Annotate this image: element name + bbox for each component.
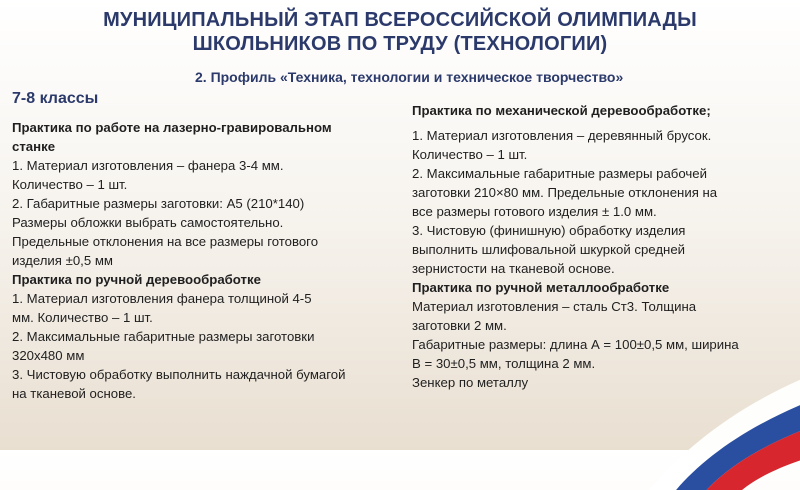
- text-line: Материал изготовления – сталь Ст3. Толщина: [412, 299, 697, 314]
- russian-flag-ribbon-decoration: [580, 290, 800, 490]
- text-line: Размеры обложки выбрать самостоятельно.: [12, 215, 284, 230]
- text-line: заготовки 2 мм.: [412, 318, 507, 333]
- manual-wood-section-heading: Практика по ручной деревообработке: [12, 272, 261, 287]
- text-line: на тканевой основе.: [12, 386, 136, 401]
- laser-section-text: [12, 156, 407, 270]
- title-line-2: ШКОЛЬНИКОВ ПО ТРУДУ (ТЕХНОЛОГИИ): [192, 33, 608, 55]
- text-line: 1. Материал изготовления – фанера 3-4 мм.: [12, 158, 284, 173]
- text-line: 1. Материал изготовления фанера толщиной 4-5: [12, 291, 312, 306]
- page-title: [0, 8, 800, 56]
- manual-metal-section-heading: Практика по ручной металлообработке: [412, 280, 670, 295]
- text-line: Зенкер по металлу: [412, 375, 529, 390]
- laser-heading-line-2: станке: [12, 139, 56, 154]
- text-line: изделия ±0,5 мм: [12, 253, 113, 268]
- mechanical-wood-section-heading: Практика по механической деревообработке;: [412, 103, 711, 118]
- text-line: 2. Максимальные габаритные размеры заготовки: [12, 329, 315, 344]
- text-line: выполнить шлифовальной шкуркой средней: [412, 242, 686, 257]
- title-line-1: МУНИЦИПАЛЬНЫЙ ЭТАП ВСЕРОССИЙСКОЙ ОЛИМПИАДЫ: [103, 9, 697, 31]
- text-line: Количество – 1 шт.: [412, 147, 528, 162]
- laser-section-heading: [12, 118, 407, 156]
- text-line: все размеры готового изделия ± 1.0 мм.: [412, 204, 657, 219]
- text-line: 3. Чистовую обработку выполнить наждачной бумагой: [12, 367, 346, 382]
- text-line: зернистости на тканевой основе.: [412, 261, 615, 276]
- text-line: Габаритные размеры: длина А = 100±0,5 мм, ширина: [412, 337, 739, 352]
- grade-label: 7-8 классы: [12, 90, 99, 107]
- text-line: 2. Максимальные габаритные размеры рабочей: [412, 166, 707, 181]
- text-line: Предельные отклонения на все размеры готового: [12, 234, 319, 249]
- text-line: 3. Чистовую (финишную) обработку изделия: [412, 223, 686, 238]
- text-line: 1. Материал изготовления – деревянный брусок.: [412, 128, 712, 143]
- text-line: 2. Габаритные размеры заготовки: А5 (210*140): [12, 196, 305, 211]
- left-column: [12, 118, 407, 403]
- text-line: 320х480 мм: [12, 348, 85, 363]
- text-line: Количество – 1 шт.: [12, 177, 128, 192]
- text-line: мм. Количество – 1 шт.: [12, 310, 153, 325]
- profile-subtitle: 2. Профиль «Техника, технологии и техническое творчество»: [195, 69, 624, 85]
- manual-wood-section-text: [12, 289, 407, 403]
- mechanical-wood-section-text: [412, 126, 792, 278]
- text-line: заготовки 210×80 мм. Предельные отклонения на: [412, 185, 718, 200]
- laser-heading-line-1: Практика по работе на лазерно-гравировальном: [12, 120, 332, 135]
- text-line: В = 30±0,5 мм, толщина 2 мм.: [412, 356, 596, 371]
